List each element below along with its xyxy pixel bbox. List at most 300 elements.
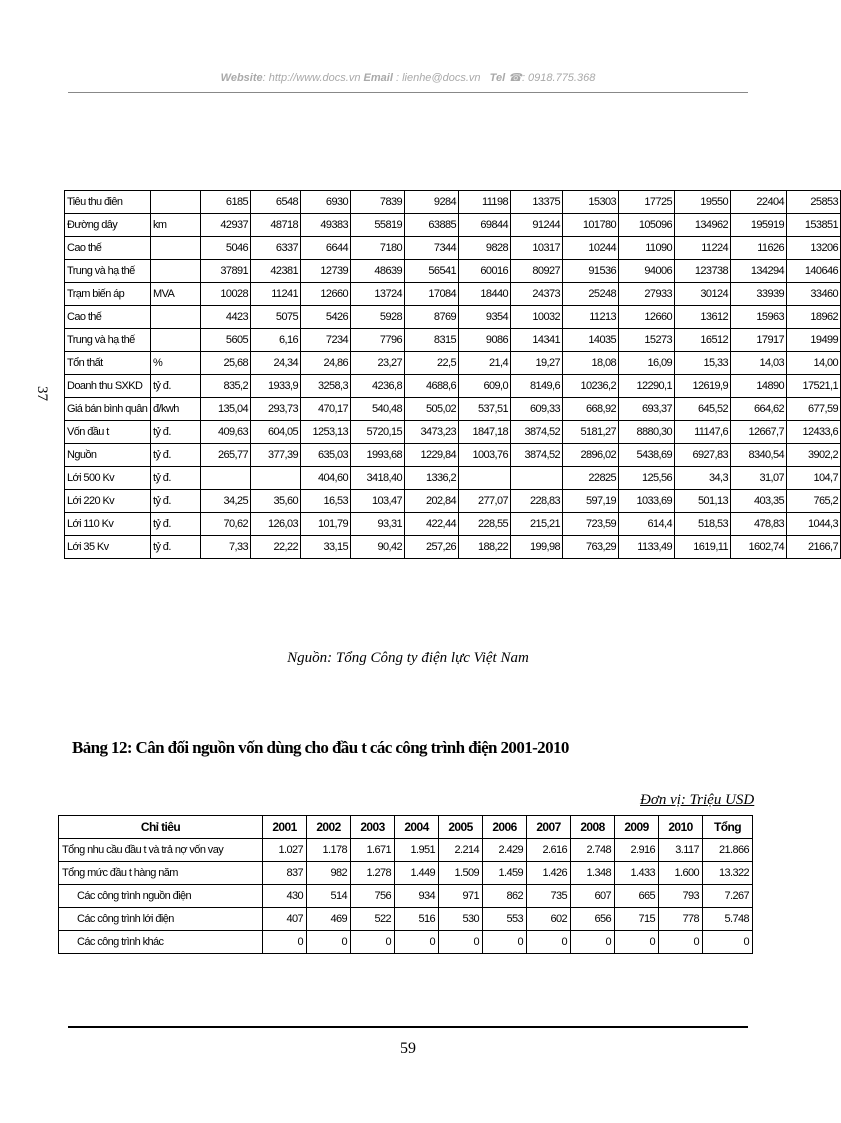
table-cell: 505,02 <box>405 398 459 421</box>
table-cell: 25248 <box>563 283 619 306</box>
table-cell: 27933 <box>619 283 675 306</box>
table-cell: 13612 <box>675 306 731 329</box>
table-cell: 3874,52 <box>511 421 563 444</box>
table-cell: 14341 <box>511 329 563 352</box>
table-cell: 10028 <box>201 283 251 306</box>
table-cell: 765,2 <box>787 490 841 513</box>
table-cell: 16,53 <box>301 490 351 513</box>
table-cell: 12619,9 <box>675 375 731 398</box>
table-cell: 101,79 <box>301 513 351 536</box>
table-cell: 7.267 <box>703 885 753 908</box>
header-year: 2005 <box>439 816 483 839</box>
table-cell: 609,0 <box>459 375 511 398</box>
table-cell: 469 <box>307 908 351 931</box>
table-cell: 723,59 <box>563 513 619 536</box>
table-cell: 6185 <box>201 191 251 214</box>
table-row <box>59 839 753 862</box>
table-cell: 9086 <box>459 329 511 352</box>
table-cell: 105096 <box>619 214 675 237</box>
table-cell: 3258,3 <box>301 375 351 398</box>
row-label: Lới 110 Kv <box>65 513 151 536</box>
table-cell: 19,27 <box>511 352 563 375</box>
table-cell: 11224 <box>675 237 731 260</box>
table-cell: 6644 <box>301 237 351 260</box>
table-cell: 422,44 <box>405 513 459 536</box>
table-cell: 1229,84 <box>405 444 459 467</box>
table-cell: 30124 <box>675 283 731 306</box>
table-cell: 228,55 <box>459 513 511 536</box>
table-row <box>59 931 753 954</box>
table-cell: 0 <box>571 931 615 954</box>
row-label: Trạm biến áp <box>65 283 151 306</box>
table-cell: 55819 <box>351 214 405 237</box>
table-cell: 37891 <box>201 260 251 283</box>
table-cell: 404,60 <box>301 467 351 490</box>
table-cell: 199,98 <box>511 536 563 559</box>
table-cell: 10236,2 <box>563 375 619 398</box>
table-row <box>65 237 841 260</box>
statistics-table-body <box>65 191 841 559</box>
header-year: 2008 <box>571 816 615 839</box>
table-cell: 409,63 <box>201 421 251 444</box>
table-cell: 60016 <box>459 260 511 283</box>
table-cell: 3473,23 <box>405 421 459 444</box>
table-row <box>65 536 841 559</box>
table-cell: 0 <box>483 931 527 954</box>
table-cell: 91244 <box>511 214 563 237</box>
table-cell: 715 <box>615 908 659 931</box>
table-cell: 104,7 <box>787 467 841 490</box>
table-cell: 0 <box>659 931 703 954</box>
table-cell: 257,26 <box>405 536 459 559</box>
table-cell: 4236,8 <box>351 375 405 398</box>
table-cell: 5720,15 <box>351 421 405 444</box>
table-row <box>59 885 753 908</box>
table-cell: 265,77 <box>201 444 251 467</box>
table-row <box>65 283 841 306</box>
table-cell: 18,08 <box>563 352 619 375</box>
table-cell: 293,73 <box>251 398 301 421</box>
table-cell: 16,09 <box>619 352 675 375</box>
table-cell: 12433,6 <box>787 421 841 444</box>
table-row <box>59 862 753 885</box>
table-cell: 42937 <box>201 214 251 237</box>
table-cell <box>511 467 563 490</box>
row-label: Các công trình nguồn điện <box>59 885 263 908</box>
table-cell: 15303 <box>563 191 619 214</box>
table-cell: 9284 <box>405 191 459 214</box>
table-cell: 5075 <box>251 306 301 329</box>
table-cell: 48639 <box>351 260 405 283</box>
table-cell: 23,27 <box>351 352 405 375</box>
table-cell: 34,25 <box>201 490 251 513</box>
table-cell: 12290,1 <box>619 375 675 398</box>
header-year: 2007 <box>527 816 571 839</box>
table-row <box>65 513 841 536</box>
table-cell: 33939 <box>731 283 787 306</box>
table-cell: 540,48 <box>351 398 405 421</box>
table-cell: 8769 <box>405 306 459 329</box>
table-cell: 31,07 <box>731 467 787 490</box>
table-cell: 516 <box>395 908 439 931</box>
table-cell: 3902,2 <box>787 444 841 467</box>
header-year: 2002 <box>307 816 351 839</box>
table-cell: 7796 <box>351 329 405 352</box>
table-cell: 1.178 <box>307 839 351 862</box>
table-cell: 6548 <box>251 191 301 214</box>
investment-table-body <box>59 839 753 954</box>
table-cell: 11147,6 <box>675 421 731 444</box>
table-cell: 763,29 <box>563 536 619 559</box>
row-unit: % <box>151 352 201 375</box>
table-cell: 862 <box>483 885 527 908</box>
table-cell: 1.348 <box>571 862 615 885</box>
table-cell: 56541 <box>405 260 459 283</box>
table-cell: 11213 <box>563 306 619 329</box>
table-cell: 0 <box>527 931 571 954</box>
table-cell: 1.509 <box>439 862 483 885</box>
table-cell: 3418,40 <box>351 467 405 490</box>
table-cell: 656 <box>571 908 615 931</box>
table-cell: 635,03 <box>301 444 351 467</box>
table-cell: 33460 <box>787 283 841 306</box>
table-cell: 1.459 <box>483 862 527 885</box>
row-label: Cao thế <box>65 306 151 329</box>
row-unit: tỷ đ. <box>151 467 201 490</box>
table-cell: 665 <box>615 885 659 908</box>
row-unit: tỷ đ. <box>151 490 201 513</box>
table-cell: 8315 <box>405 329 459 352</box>
table-cell: 19499 <box>787 329 841 352</box>
table-cell: 18440 <box>459 283 511 306</box>
table-cell: 377,39 <box>251 444 301 467</box>
table-cell: 982 <box>307 862 351 885</box>
table-cell: 11198 <box>459 191 511 214</box>
table-cell: 25,68 <box>201 352 251 375</box>
table-cell: 6930 <box>301 191 351 214</box>
table-cell: 91536 <box>563 260 619 283</box>
table-cell: 837 <box>263 862 307 885</box>
table-cell: 0 <box>439 931 483 954</box>
table-row <box>65 375 841 398</box>
table-cell <box>201 467 251 490</box>
table-cell: 430 <box>263 885 307 908</box>
table-row <box>65 329 841 352</box>
table-cell: 94006 <box>619 260 675 283</box>
header-year: 2001 <box>263 816 307 839</box>
row-unit <box>151 260 201 283</box>
table-cell: 1044,3 <box>787 513 841 536</box>
table-cell: 1.278 <box>351 862 395 885</box>
table-cell: 934 <box>395 885 439 908</box>
table-cell: 228,83 <box>511 490 563 513</box>
row-label: Cao thế <box>65 237 151 260</box>
table-cell: 19550 <box>675 191 731 214</box>
table-cell: 15273 <box>619 329 675 352</box>
table-cell: 5438,69 <box>619 444 675 467</box>
row-label: Lới 500 Kv <box>65 467 151 490</box>
table-cell: 8149,6 <box>511 375 563 398</box>
row-unit: đ/kwh <box>151 398 201 421</box>
table-cell: 16512 <box>675 329 731 352</box>
row-label: Tổng mức đầu t hàng năm <box>59 862 263 885</box>
table-cell: 12660 <box>619 306 675 329</box>
page-header <box>0 71 816 84</box>
table-cell: 17521,1 <box>787 375 841 398</box>
table-row <box>65 306 841 329</box>
statistics-table <box>64 190 841 559</box>
table-cell: 470,17 <box>301 398 351 421</box>
table-cell: 15,33 <box>675 352 731 375</box>
row-unit <box>151 306 201 329</box>
source-note: Nguồn: Tổng Công ty điện lực Việt Nam <box>287 650 529 666</box>
table-cell: 2.916 <box>615 839 659 862</box>
table-cell: 17917 <box>731 329 787 352</box>
table-row <box>65 421 841 444</box>
unit-note: Đơn vị: Triệu USD <box>640 792 755 808</box>
table-cell: 5181,27 <box>563 421 619 444</box>
website-label: Website <box>220 72 263 84</box>
table-cell: 1602,74 <box>731 536 787 559</box>
header-year: 2009 <box>615 816 659 839</box>
row-unit <box>151 329 201 352</box>
table-12-title: Bảng 12: Cân đối nguồn vốn dùng cho đầu t các công trình điện 2001-2010 <box>72 738 569 757</box>
row-unit <box>151 191 201 214</box>
table-cell: 5928 <box>351 306 405 329</box>
table-cell: 1.671 <box>351 839 395 862</box>
table-cell: 5046 <box>201 237 251 260</box>
row-label: Tổng nhu cầu đầu t và trả nợ vốn vay <box>59 839 263 862</box>
table-cell: 693,37 <box>619 398 675 421</box>
table-cell: 21,4 <box>459 352 511 375</box>
table-cell: 664,62 <box>731 398 787 421</box>
table-cell: 63885 <box>405 214 459 237</box>
table-cell: 10244 <box>563 237 619 260</box>
table-cell: 609,33 <box>511 398 563 421</box>
table-cell: 597,19 <box>563 490 619 513</box>
table-cell: 12739 <box>301 260 351 283</box>
table-cell: 195919 <box>731 214 787 237</box>
row-label: Nguồn <box>65 444 151 467</box>
table-cell: 93,31 <box>351 513 405 536</box>
table-cell: 12660 <box>301 283 351 306</box>
row-label: Vốn đầu t <box>65 421 151 444</box>
header-indicator: Chỉ tiêu <box>59 816 263 839</box>
table-cell: 14,00 <box>787 352 841 375</box>
table-cell: 2166,7 <box>787 536 841 559</box>
table-cell: 69844 <box>459 214 511 237</box>
table-cell: 13375 <box>511 191 563 214</box>
table-cell: 42381 <box>251 260 301 283</box>
table-cell: 140646 <box>787 260 841 283</box>
table-cell: 1619,11 <box>675 536 731 559</box>
phone-icon: ☎ <box>508 72 522 84</box>
table-cell: 14035 <box>563 329 619 352</box>
table-cell: 5426 <box>301 306 351 329</box>
table-cell: 2896,02 <box>563 444 619 467</box>
table-cell: 25853 <box>787 191 841 214</box>
row-label: Lới 220 Kv <box>65 490 151 513</box>
email-address[interactable]: : lienhe@docs.vn <box>395 72 481 84</box>
table-cell: 6,16 <box>251 329 301 352</box>
table-cell: 24,34 <box>251 352 301 375</box>
table-cell: 7344 <box>405 237 459 260</box>
table-cell: 1847,18 <box>459 421 511 444</box>
table-cell: 103,47 <box>351 490 405 513</box>
row-unit <box>151 237 201 260</box>
table-cell: 604,05 <box>251 421 301 444</box>
header-year: 2004 <box>395 816 439 839</box>
table-row <box>65 191 841 214</box>
row-label: Trung và hạ thế <box>65 260 151 283</box>
row-unit: tỷ đ. <box>151 513 201 536</box>
table-cell: 4688,6 <box>405 375 459 398</box>
row-label: Trung và hạ thế <box>65 329 151 352</box>
table-cell: 1003,76 <box>459 444 511 467</box>
table-row <box>65 467 841 490</box>
table-cell: 6927,83 <box>675 444 731 467</box>
table-cell: 407 <box>263 908 307 931</box>
table-cell: 12667,7 <box>731 421 787 444</box>
row-label: Doanh thu SXKD <box>65 375 151 398</box>
table-cell: 1336,2 <box>405 467 459 490</box>
table-cell: 13.322 <box>703 862 753 885</box>
row-label: Giá bán bình quân <box>65 398 151 421</box>
table-cell: 18962 <box>787 306 841 329</box>
table-cell: 501,13 <box>675 490 731 513</box>
table-cell: 0 <box>703 931 753 954</box>
table-cell: 17725 <box>619 191 675 214</box>
table-cell: 518,53 <box>675 513 731 536</box>
table-cell: 514 <box>307 885 351 908</box>
table-cell: 24373 <box>511 283 563 306</box>
table-cell: 80927 <box>511 260 563 283</box>
table-cell: 21.866 <box>703 839 753 862</box>
table-cell: 14890 <box>731 375 787 398</box>
table-cell: 735 <box>527 885 571 908</box>
table-cell: 1.426 <box>527 862 571 885</box>
table-cell: 2.748 <box>571 839 615 862</box>
row-label: Lới 35 Kv <box>65 536 151 559</box>
table-cell: 8880,30 <box>619 421 675 444</box>
table-cell: 35,60 <box>251 490 301 513</box>
table-cell <box>459 467 511 490</box>
table-cell: 11626 <box>731 237 787 260</box>
row-unit: MVA <box>151 283 201 306</box>
table-cell: 1253,13 <box>301 421 351 444</box>
investment-table <box>58 815 753 954</box>
table-cell: 1993,68 <box>351 444 405 467</box>
table-cell: 134962 <box>675 214 731 237</box>
table-cell: 123738 <box>675 260 731 283</box>
table-cell: 0 <box>307 931 351 954</box>
header-year: 2010 <box>659 816 703 839</box>
row-label: Các công trình khác <box>59 931 263 954</box>
table-cell: 835,2 <box>201 375 251 398</box>
table-cell: 48718 <box>251 214 301 237</box>
table-cell: 202,84 <box>405 490 459 513</box>
table-cell: 5.748 <box>703 908 753 931</box>
tel-number: : 0918.775.368 <box>521 72 596 84</box>
table-row <box>59 908 753 931</box>
investment-table-header <box>59 816 753 839</box>
website-url[interactable]: : http://www.docs.vn <box>262 72 361 84</box>
table-cell: 0 <box>615 931 659 954</box>
table-cell: 13724 <box>351 283 405 306</box>
table-cell: 22825 <box>563 467 619 490</box>
table-cell: 0 <box>263 931 307 954</box>
table-row <box>65 260 841 283</box>
table-cell: 9354 <box>459 306 511 329</box>
table-cell: 971 <box>439 885 483 908</box>
table-cell: 101780 <box>563 214 619 237</box>
table-cell: 215,21 <box>511 513 563 536</box>
header-year: 2003 <box>351 816 395 839</box>
table-cell: 277,07 <box>459 490 511 513</box>
row-label: Đường dây <box>65 214 151 237</box>
table-cell: 530 <box>439 908 483 931</box>
table-cell: 24,86 <box>301 352 351 375</box>
table-row <box>65 444 841 467</box>
table-cell: 3.117 <box>659 839 703 862</box>
page-number: 59 <box>400 1040 416 1057</box>
table-cell: 668,92 <box>563 398 619 421</box>
table-cell: 1933,9 <box>251 375 301 398</box>
row-label: Các công trình lới điện <box>59 908 263 931</box>
header-year: 2006 <box>483 816 527 839</box>
table-cell: 1.600 <box>659 862 703 885</box>
table-cell: 478,83 <box>731 513 787 536</box>
table-cell: 33,15 <box>301 536 351 559</box>
table-cell: 614,4 <box>619 513 675 536</box>
table-cell: 7839 <box>351 191 405 214</box>
table-cell: 1.449 <box>395 862 439 885</box>
tel-label: Tel <box>489 72 506 84</box>
table-cell: 11241 <box>251 283 301 306</box>
table-row <box>65 490 841 513</box>
table-cell: 793 <box>659 885 703 908</box>
table-cell: 11090 <box>619 237 675 260</box>
table-cell: 70,62 <box>201 513 251 536</box>
table-cell: 1133,49 <box>619 536 675 559</box>
row-unit: tỷ đ. <box>151 375 201 398</box>
table-cell: 22,22 <box>251 536 301 559</box>
table-cell: 7234 <box>301 329 351 352</box>
table-cell: 49383 <box>301 214 351 237</box>
table-cell: 134294 <box>731 260 787 283</box>
table-cell: 1033,69 <box>619 490 675 513</box>
table-cell: 22,5 <box>405 352 459 375</box>
table-cell: 15963 <box>731 306 787 329</box>
table-cell: 2.616 <box>527 839 571 862</box>
table-row <box>65 214 841 237</box>
table-cell: 4423 <box>201 306 251 329</box>
table-cell: 1.951 <box>395 839 439 862</box>
table-row <box>65 352 841 375</box>
table-cell: 522 <box>351 908 395 931</box>
table-cell: 7180 <box>351 237 405 260</box>
table-cell: 778 <box>659 908 703 931</box>
table-cell: 7,33 <box>201 536 251 559</box>
table-cell: 8340,54 <box>731 444 787 467</box>
table-cell: 2.214 <box>439 839 483 862</box>
header-rule <box>68 92 748 93</box>
table-cell: 125,56 <box>619 467 675 490</box>
table-cell: 153851 <box>787 214 841 237</box>
row-unit: tỷ đ. <box>151 421 201 444</box>
table-cell: 135,04 <box>201 398 251 421</box>
table-cell: 645,52 <box>675 398 731 421</box>
